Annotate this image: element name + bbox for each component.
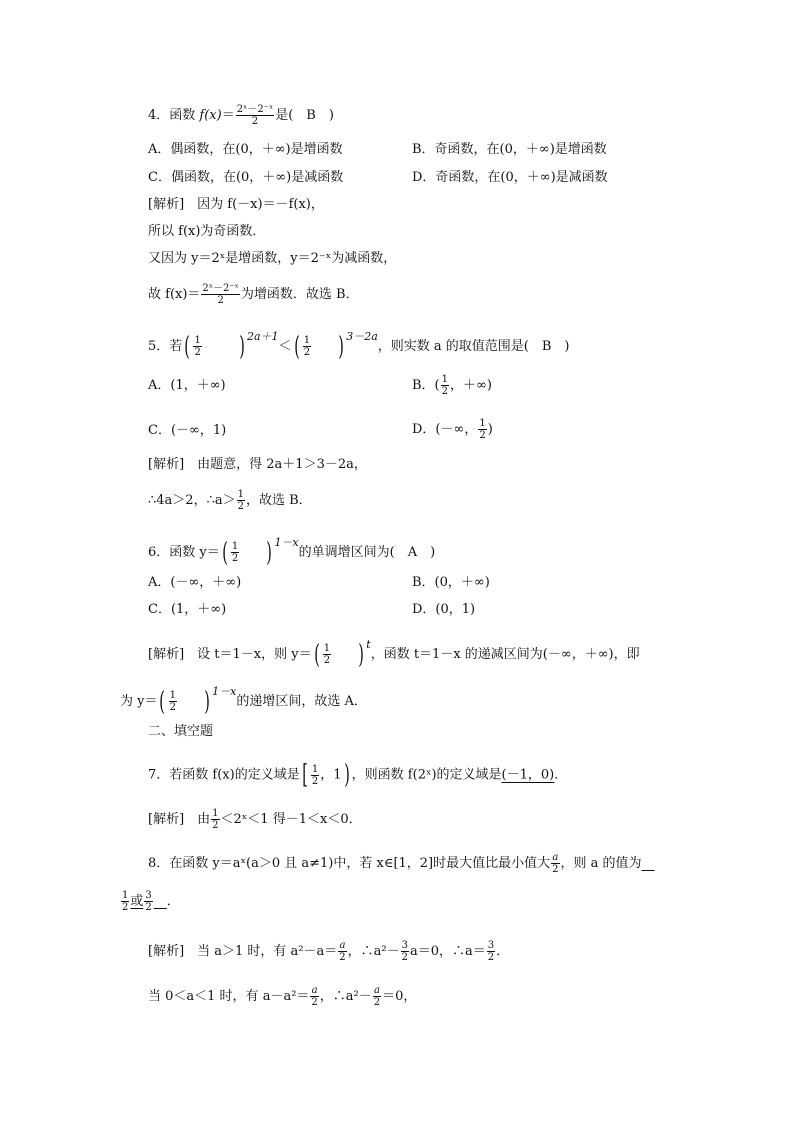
section-title-fill-in: 二、填空题 [148, 724, 214, 739]
q8-sol1-frac1-den: 2 [339, 952, 346, 963]
q6-stem-suffix: 的单调增区间为( A ) [298, 545, 436, 560]
q4-stem-prefix: 4．函数 [148, 108, 200, 123]
q5-sol2-fraction [237, 489, 245, 512]
q8-sol2-frac2-num: a [373, 985, 380, 996]
q6-option-a: A．(－∞，＋∞) [148, 575, 242, 590]
q6-sol2-den: 2 [169, 702, 177, 713]
q8-sol1-frac2-num: 3 [401, 940, 408, 951]
q8-ans1-num: 1 [122, 890, 129, 901]
q5-left-paren-2: ( [293, 331, 300, 362]
q8-sol1-frac3-num: 3 [487, 940, 495, 951]
q5-fraction-1 [193, 335, 201, 358]
q8-answer-blank-end [154, 894, 167, 909]
q4-option-a: A．偶函数，在(0，＋∞)是增函数 [148, 142, 343, 157]
q5-left-paren: ( [184, 331, 191, 362]
q8-sol1-mid1: ，∴a²－ [347, 944, 400, 959]
q5-optD-prefix: D．(－∞， [412, 422, 478, 437]
q5-sol2-suffix: ，故选 B． [245, 493, 312, 508]
q6-sol1-right-paren: ) [358, 639, 364, 670]
q5-frac1-num: 1 [194, 335, 201, 346]
q7-sol-suffix: ＜2ˣ＜1 得－1＜x＜0． [220, 812, 362, 827]
q6-stem-prefix: 6．函数 y＝ [148, 545, 220, 560]
q4-option-c: C．偶函数，在(0，＋∞)是减函数 [148, 170, 344, 185]
q4-frac-den: 2 [251, 116, 259, 127]
q4-frac-num: 2ˣ－2⁻ˣ [236, 104, 274, 115]
q5-right-paren-2: ) [338, 331, 344, 362]
q4-fx: f(x) [199, 108, 222, 123]
q6-sol2-left-paren: ( [159, 686, 166, 717]
q8-sol1-frac1-num: a [339, 940, 346, 951]
q7-frac-den: 2 [311, 775, 319, 787]
q5-sol2-prefix: ∴4a＞2，∴a＞ [148, 493, 236, 508]
q6-sol1-prefix: [解析] 设 t＝1－x，则 y＝ [148, 647, 312, 662]
q5-option-b [412, 374, 492, 397]
q7-stem [148, 762, 567, 788]
q8-stem-fraction [551, 852, 559, 875]
q4-option-b: B．奇函数，在(0，＋∞)是增函数 [412, 142, 607, 157]
q8-sol2-mid: ，∴a²－ [319, 989, 372, 1004]
q7-frac-num: 1 [311, 763, 319, 775]
q8-sol2-end: ＝0， [382, 989, 417, 1004]
q5-frac1-den: 2 [194, 347, 201, 358]
q7-fraction [311, 764, 319, 787]
q8-sol2-frac1 [310, 985, 318, 1008]
q4-solution-line2: 所以 f(x)为奇函数． [148, 224, 266, 239]
q5-sol2-num: 1 [237, 489, 244, 500]
q8-sol1-frac1 [338, 940, 346, 963]
q5-frac2-num: 1 [303, 335, 311, 346]
q6-frac-num: 1 [231, 541, 239, 552]
q4-sol4-num: 2ˣ－2⁻ˣ [202, 283, 239, 294]
q8-solution-line1 [148, 940, 509, 963]
q8-answer-end: ． [166, 894, 180, 909]
q8-stem-num: a [552, 852, 559, 863]
q7-sol-fraction [211, 808, 219, 831]
q8-ans2-den: 2 [145, 902, 152, 913]
q4-stem [148, 104, 334, 127]
q7-stem-prefix: 7．若函数 f(x)的定义域是 [148, 767, 300, 783]
q4-solution-line1: [解析] 因为 f(－x)＝－f(x)， [148, 197, 324, 212]
q8-sol1-frac2-den: 2 [401, 952, 408, 963]
q7-stem-mid: ，1 [320, 767, 342, 783]
q8-stem-den: 2 [552, 864, 559, 875]
q4-stem-suffix: 是( B ) [275, 108, 334, 123]
q5-exponent-2: 3－2a [346, 330, 378, 343]
q5-option-d [412, 418, 493, 441]
q4-solution-line3: 又因为 y＝2ˣ是增函数，y＝2⁻ˣ为减函数， [148, 251, 397, 266]
q6-sol1-exponent: t [366, 638, 371, 651]
q8-solution-line2 [148, 985, 416, 1008]
q4-sol4-suffix: 为增函数．故选 B． [240, 287, 359, 302]
q6-right-paren: ) [266, 537, 273, 568]
q6-stem [148, 535, 435, 566]
q6-sol2-prefix: 为 y＝ [120, 694, 158, 709]
q6-sol2-num: 1 [169, 690, 177, 701]
q7-answer: (－1，0) [501, 767, 555, 783]
q5-optD-suffix: ) [487, 422, 493, 437]
q5-less-than: ＜ [278, 339, 292, 354]
q6-left-paren: ( [222, 537, 228, 568]
q7-stem-end: ． [554, 767, 568, 783]
q4-sol4-fraction [201, 283, 239, 306]
q5-optB-fraction [441, 374, 449, 397]
q7-solution [148, 808, 362, 831]
q8-sol1-frac2 [401, 940, 409, 963]
q8-sol1-prefix: [解析] 当 a＞1 时，有 a²－a＝ [148, 944, 338, 959]
q5-solution-line2 [148, 489, 312, 512]
q8-stem-suffix: ，则 a 的值为 [560, 856, 642, 871]
q6-solution-line2 [120, 684, 367, 715]
q5-option-c: C．(－∞，1) [148, 423, 227, 438]
q8-stem-prefix: 8．在函数 y＝aˣ(a＞0 且 a≠1)中，若 x∈[1，2]时最大值比最小值大 [148, 856, 551, 871]
q6-frac-den: 2 [231, 553, 239, 564]
q6-option-b: B．(0，＋∞) [412, 575, 490, 590]
q4-solution-line4 [148, 283, 359, 306]
q4-sol4-den: 2 [217, 295, 224, 306]
q5-sol2-den: 2 [237, 501, 244, 512]
q5-stem [148, 329, 570, 360]
q8-ans2-num: 3 [145, 890, 152, 901]
q8-sol1-frac3-den: 2 [487, 952, 495, 963]
q5-right-paren: ) [239, 331, 245, 362]
q6-option-d: D．(0，1) [412, 602, 476, 617]
q7-right-paren: ) [343, 760, 350, 790]
q7-sol-den: 2 [212, 820, 219, 831]
q6-solution-line1 [148, 637, 640, 668]
q5-solution-line1: [解析] 由题意，得 2a＋1＞3－2a， [148, 457, 367, 472]
q8-answer-fraction-1 [121, 890, 129, 913]
q6-sol1-suffix: ，函数 t＝1－x 的递减区间为(－∞，＋∞)，即 [370, 647, 640, 662]
q5-frac2-den: 2 [303, 347, 311, 358]
q8-answer [120, 890, 180, 913]
q8-sol2-frac1-den: 2 [311, 997, 318, 1008]
q5-fraction-2 [303, 335, 311, 358]
q5-optB-num: 1 [441, 374, 449, 385]
q8-sol2-prefix: 当 0＜a＜1 时，有 a－a²＝ [148, 989, 310, 1004]
q6-fraction [231, 541, 239, 564]
q6-exponent: 1－x [274, 536, 299, 549]
q7-stem-suffix: ，则函数 f(2ˣ)的定义域是 [351, 767, 502, 783]
q8-ans1-den: 2 [122, 902, 129, 913]
q6-sol1-num: 1 [323, 643, 331, 654]
q4-fraction [236, 104, 274, 127]
q6-sol2-suffix: 的递增区间，故选 A． [236, 694, 367, 709]
q8-sol1-mid2: a＝0，∴a＝ [410, 944, 486, 959]
q6-sol1-den: 2 [323, 655, 331, 666]
q8-sol2-frac2 [373, 985, 381, 1008]
q7-sol-prefix: [解析] 由 [148, 812, 211, 827]
q5-optB-suffix: ，＋∞) [450, 378, 492, 393]
q5-exponent-1: 2a＋1 [246, 330, 279, 343]
q8-answer-fraction-2 [144, 890, 152, 913]
q4-sol4-prefix: 故 f(x)＝ [148, 287, 201, 302]
q6-sol1-fraction [323, 643, 331, 666]
q5-optB-prefix: B．( [412, 378, 440, 393]
q5-stem-suffix: ，则实数 a 的取值范围是( B ) [377, 339, 570, 354]
q6-sol2-exponent: 1－x [212, 685, 237, 698]
q4-option-d: D．奇函数，在(0，＋∞)是减函数 [412, 170, 608, 185]
q8-sol2-frac1-num: a [311, 985, 318, 996]
q6-sol1-left-paren: ( [313, 639, 320, 670]
q8-stem-line1 [148, 852, 655, 875]
q5-optD-num: 1 [479, 418, 486, 429]
q5-optD-den: 2 [479, 430, 486, 441]
q6-sol2-right-paren: ) [204, 686, 210, 717]
q8-answer-or: 或 [130, 894, 144, 909]
q7-sol-num: 1 [212, 808, 219, 819]
q8-sol1-frac3 [487, 940, 495, 963]
q5-optB-den: 2 [441, 386, 449, 397]
q5-option-a: A．(1，＋∞) [148, 378, 226, 393]
q6-sol2-fraction [169, 690, 177, 713]
q7-left-bracket: [ [301, 760, 308, 790]
q8-sol1-end: ． [496, 944, 510, 959]
q5-optD-fraction [478, 418, 486, 441]
q8-sol2-frac2-den: 2 [373, 997, 381, 1008]
q4-eq: ＝ [221, 108, 235, 123]
q6-option-c: C．(1，＋∞) [148, 602, 227, 617]
q5-stem-prefix: 5．若 [148, 339, 183, 354]
q8-answer-blank-start [642, 856, 655, 871]
